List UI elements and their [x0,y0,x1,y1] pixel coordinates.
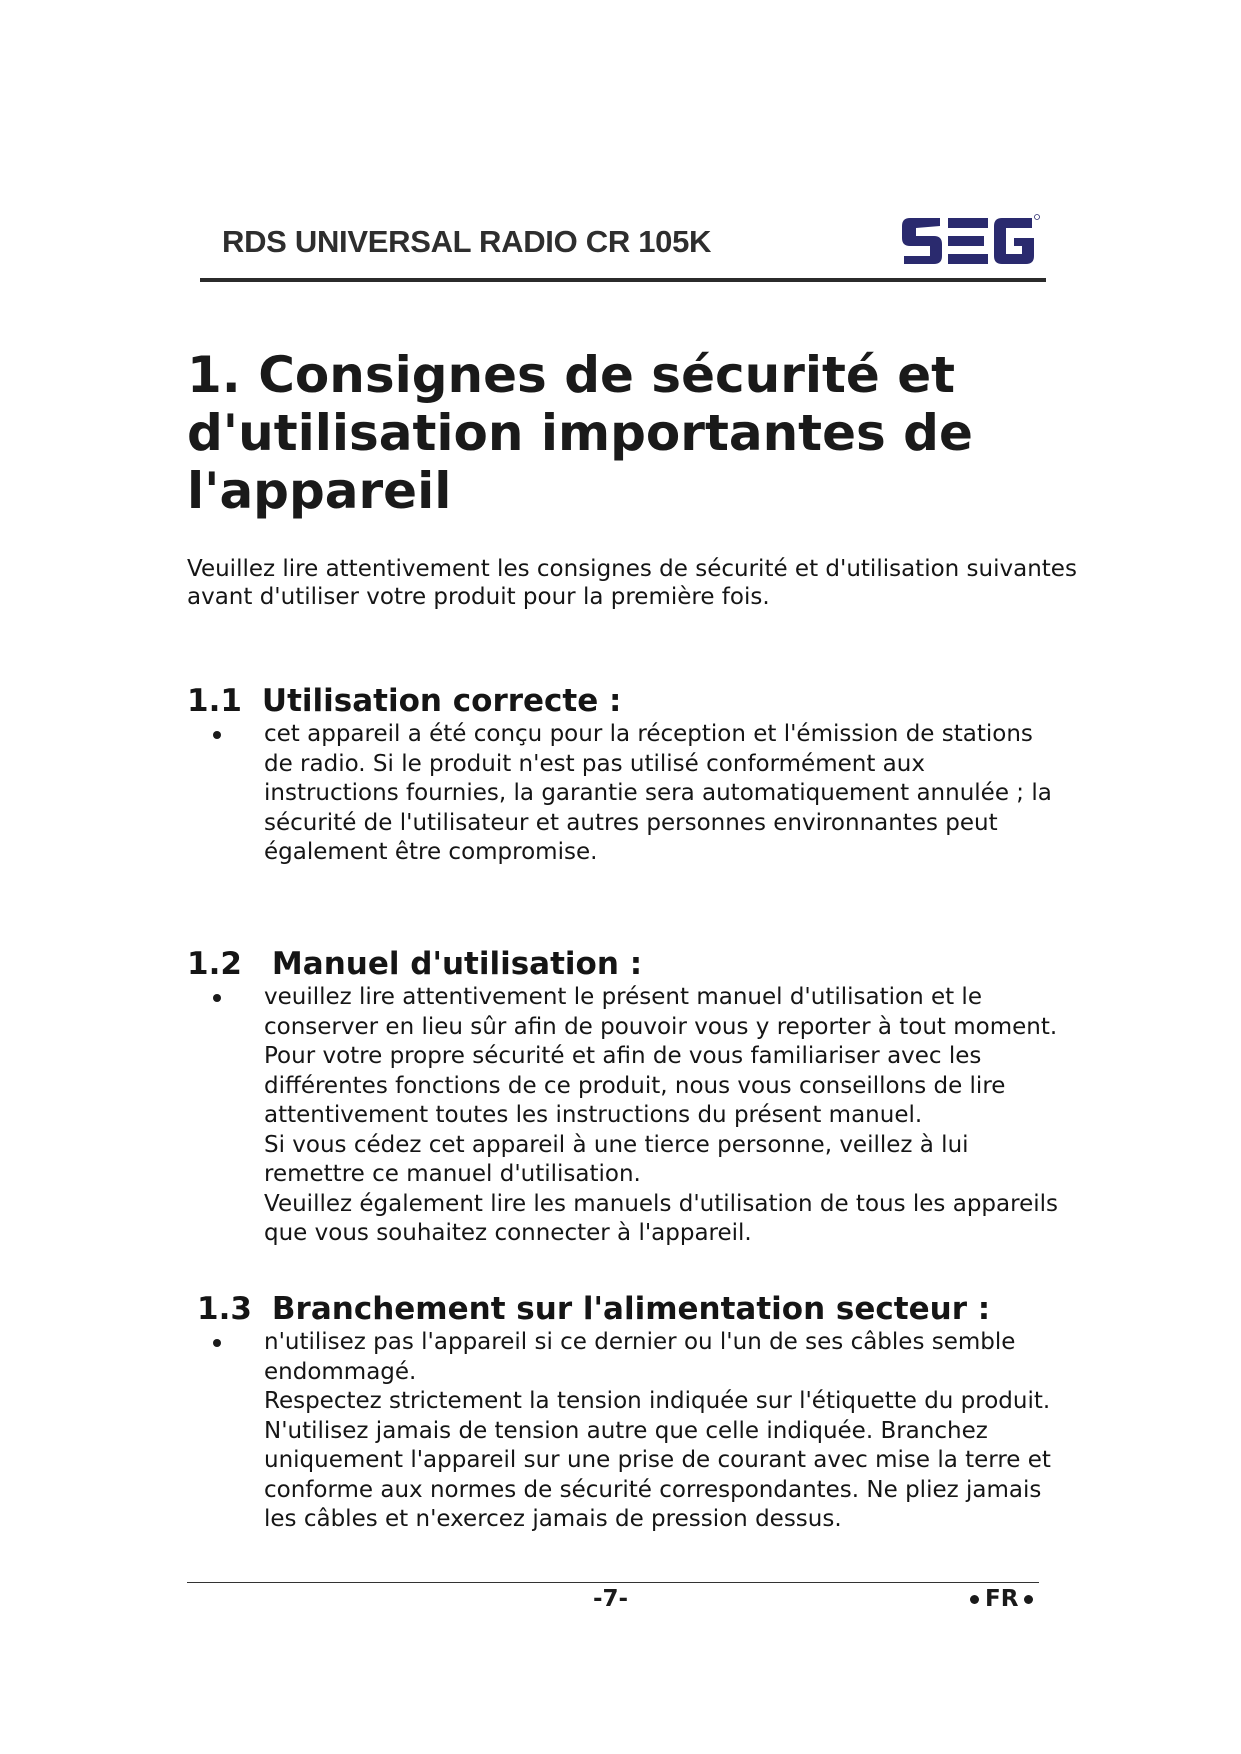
section-heading [187,945,1087,983]
bullet-item [187,1328,1097,1535]
language-code: FR [985,1586,1019,1612]
bullet-icon [213,731,221,739]
main-title: 1. Consignes de sécurité et d'utilisation importantes de l'appareil [187,346,973,520]
section-mains-connection [197,1290,1097,1535]
seg-logo [900,212,1040,272]
bullet-item [187,720,1087,868]
page-number: -7- [593,1586,629,1612]
bullet-icon [213,994,221,1002]
footer-divider [187,1582,1039,1583]
section-title: Branchement sur l'alimentation secteur : [271,1291,991,1327]
section-user-manual [187,945,1087,1249]
intro-paragraph: Veuillez lire attentivement les consignes de sécurité et d'utilisation suivantes avant d'utiliser votre produit pour la première fois. [187,556,1077,610]
page-header [200,208,1046,282]
section-title: Utilisation correcte : [261,683,622,719]
bullet-icon [1024,1595,1033,1604]
bullet-text [264,1328,1064,1535]
section-number: 1.3 [197,1291,252,1327]
section-heading [197,1290,1097,1328]
paragraph: veuillez lire attentivement le présent manuel d'utilisation et le conserver en lieu sûr afin de pouvoir vous y reporter à tout moment. Pour votre propre sécurité et afin de vous familiariser avec les différentes fonctions de ce produit, nous vous conseillons de lire attentivement toutes les instructions du présent manuel. [264,984,1058,1128]
bullet-icon [213,1339,221,1347]
section-heading [187,682,1087,720]
paragraph: Respectez strictement la tension indiquée sur l'étiquette du produit. N'utilisez jamais de tension autre que celle indiquée. Branchez uniquement l'appareil sur une prise de courant avec mise la terre et conforme aux normes de sécurité correspondantes. Ne pliez jamais les câbles et n'exercez jamais de pression dessus. [264,1388,1051,1532]
section-number: 1.1 [187,683,242,719]
paragraph: Veuillez également lire les manuels d'utilisation de tous les appareils que vous souhaitez connecter à l'appareil. [264,1190,1058,1246]
bullet-item [187,983,1087,1249]
section-number: 1.2 [187,946,242,982]
section-correct-use [187,682,1087,868]
section-title: Manuel d'utilisation : [271,946,643,982]
paragraph: cet appareil a été conçu pour la réception et l'émission de stations de radio. Si le produit n'est pas utilisé conformément aux instructions fournies, la garantie sera automatiquement annulée ; la sécurité de l'utilisateur et autres personnes environnantes peut également être compromise. [264,721,1052,865]
paragraph: Si vous cédez cet appareil à une tierce personne, veillez à lui remettre ce manuel d'utilisation. [264,1131,969,1187]
paragraph: n'utilisez pas l'appareil si ce dernier ou l'un de ses câbles semble endommagé. [264,1329,1016,1385]
bullet-text [264,983,1064,1249]
bullet-icon [970,1595,979,1604]
language-marker [964,1586,1039,1612]
bullet-text [264,720,1064,868]
product-title: RDS UNIVERSAL RADIO CR 105K [222,224,712,259]
